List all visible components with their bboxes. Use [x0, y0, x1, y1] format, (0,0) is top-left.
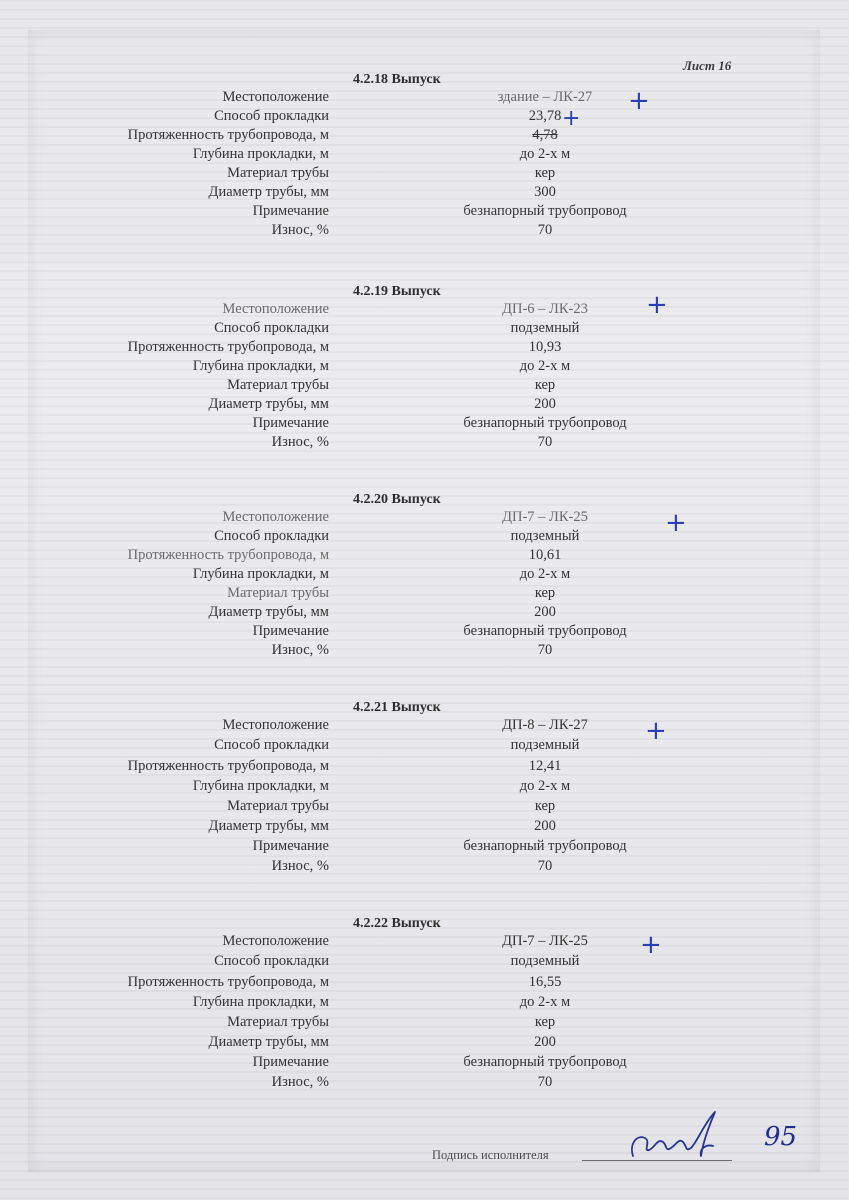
field-value: 70	[537, 222, 553, 238]
field-label: Глубина прокладки, м	[192, 566, 329, 582]
section-title: 4.2.21 Выпуск	[353, 700, 441, 715]
field-value: до 2-х м	[519, 358, 571, 374]
field-value: 70	[537, 642, 553, 658]
row-note	[0, 838, 849, 858]
row-location	[0, 301, 849, 321]
field-value: ДП-8 – ЛК-27	[502, 717, 588, 733]
row-location	[0, 89, 849, 109]
field-value: безнапорный трубопровод	[463, 415, 627, 431]
field-label: Примечание	[252, 838, 329, 854]
row-depth	[0, 778, 849, 798]
row-wear	[0, 642, 849, 662]
field-value: 12,41	[528, 758, 562, 774]
field-label: Материал трубы	[227, 1014, 329, 1030]
field-label: Диаметр трубы, мм	[208, 1034, 329, 1050]
field-value: безнапорный трубопровод	[463, 1054, 627, 1070]
section-title: 4.2.19 Выпуск	[353, 284, 441, 299]
field-label: Примечание	[252, 623, 329, 639]
row-diameter	[0, 184, 849, 204]
handwritten-check-mark: +	[645, 716, 667, 746]
field-value: 70	[537, 1074, 553, 1090]
field-label: Способ прокладки	[214, 953, 329, 969]
row-note	[0, 203, 849, 223]
page-number: 95	[764, 1122, 798, 1152]
handwritten-signature	[625, 1108, 735, 1168]
handwritten-check-mark-small: +	[562, 106, 581, 131]
field-value: безнапорный трубопровод	[463, 203, 627, 219]
field-label: Износ, %	[271, 434, 329, 450]
field-label: Местоположение	[222, 301, 329, 317]
field-label: Глубина прокладки, м	[192, 778, 329, 794]
field-value: 4,78	[532, 127, 558, 143]
field-value: 200	[534, 396, 556, 412]
row-wear	[0, 222, 849, 242]
row-diameter	[0, 1034, 849, 1054]
field-label: Износ, %	[271, 858, 329, 874]
field-value: 16,55	[528, 974, 562, 990]
field-label: Глубина прокладки, м	[192, 146, 329, 162]
row-wear	[0, 1074, 849, 1094]
row-wear	[0, 858, 849, 878]
field-label: Материал трубы	[227, 585, 329, 601]
field-value: ДП-6 – ЛК-23	[502, 301, 588, 317]
field-label: Местоположение	[222, 509, 329, 525]
field-value: подземный	[510, 320, 580, 336]
row-length	[0, 127, 849, 147]
field-value: 300	[534, 184, 556, 200]
field-label: Способ прокладки	[214, 528, 329, 544]
field-value: до 2-х м	[519, 994, 571, 1010]
field-value: 200	[534, 604, 556, 620]
row-depth	[0, 358, 849, 378]
field-value: подземный	[510, 737, 580, 753]
row-location	[0, 509, 849, 529]
field-label: Износ, %	[271, 642, 329, 658]
field-label: Способ прокладки	[214, 320, 329, 336]
row-location	[0, 717, 849, 737]
field-value: 200	[534, 1034, 556, 1050]
row-laying-method	[0, 320, 849, 340]
row-length	[0, 974, 849, 994]
field-label: Местоположение	[222, 717, 329, 733]
row-material	[0, 377, 849, 397]
row-location	[0, 933, 849, 953]
field-label: Протяженность трубопровода, м	[127, 127, 329, 143]
row-laying-method	[0, 106, 849, 131]
field-label: Местоположение	[222, 89, 329, 105]
field-label: Местоположение	[222, 933, 329, 949]
field-label: Износ, %	[271, 222, 329, 238]
field-label: Протяженность трубопровода, м	[127, 974, 329, 990]
field-value: кер	[534, 165, 556, 181]
row-material	[0, 165, 849, 185]
row-material	[0, 798, 849, 818]
field-label: Протяженность трубопровода, м	[127, 547, 329, 563]
row-laying-method	[0, 737, 849, 757]
signature-caption: Подпись исполнителя	[432, 1148, 549, 1162]
row-diameter	[0, 604, 849, 624]
field-value: 10,93	[528, 339, 562, 355]
row-length	[0, 758, 849, 778]
field-value: подземный	[510, 953, 580, 969]
field-value: кер	[534, 1014, 556, 1030]
row-laying-method	[0, 528, 849, 548]
handwritten-check-mark: +	[665, 508, 687, 538]
field-value: 23,78	[528, 108, 562, 124]
field-value: 70	[537, 434, 553, 450]
field-value: 70	[537, 858, 553, 874]
field-value: 200	[534, 818, 556, 834]
field-value: кер	[534, 377, 556, 393]
field-value: кер	[534, 798, 556, 814]
field-value: подземный	[510, 528, 580, 544]
row-depth	[0, 566, 849, 586]
field-label: Способ прокладки	[214, 108, 329, 124]
field-label: Диаметр трубы, мм	[208, 396, 329, 412]
field-value: до 2-х м	[519, 778, 571, 794]
section-title: 4.2.18 Выпуск	[353, 72, 441, 87]
row-diameter	[0, 396, 849, 416]
field-label: Способ прокладки	[214, 737, 329, 753]
field-value: здание – ЛК-27	[497, 89, 593, 105]
handwritten-check-mark: +	[646, 290, 668, 320]
row-depth	[0, 146, 849, 166]
row-length	[0, 339, 849, 359]
row-note	[0, 623, 849, 643]
field-value: 10,61	[528, 547, 562, 563]
field-label: Глубина прокладки, м	[192, 358, 329, 374]
field-value: безнапорный трубопровод	[463, 838, 627, 854]
row-length	[0, 547, 849, 567]
field-value: до 2-х м	[519, 566, 571, 582]
row-note	[0, 1054, 849, 1074]
section-title: 4.2.22 Выпуск	[353, 916, 441, 931]
field-label: Диаметр трубы, мм	[208, 604, 329, 620]
field-label: Протяженность трубопровода, м	[127, 339, 329, 355]
handwritten-check-mark: +	[628, 86, 650, 116]
field-label: Материал трубы	[227, 798, 329, 814]
row-depth	[0, 994, 849, 1014]
handwritten-check-mark: +	[640, 930, 662, 960]
field-value: кер	[534, 585, 556, 601]
field-label: Примечание	[252, 415, 329, 431]
field-label: Износ, %	[271, 1074, 329, 1090]
field-label: Протяженность трубопровода, м	[127, 758, 329, 774]
field-label: Примечание	[252, 1054, 329, 1070]
field-value: до 2-х м	[519, 146, 571, 162]
field-label: Диаметр трубы, мм	[208, 818, 329, 834]
field-label: Материал трубы	[227, 377, 329, 393]
field-label: Глубина прокладки, м	[192, 994, 329, 1010]
row-material	[0, 585, 849, 605]
row-wear	[0, 434, 849, 454]
field-label: Примечание	[252, 203, 329, 219]
row-diameter	[0, 818, 849, 838]
field-value: ДП-7 – ЛК-25	[502, 933, 588, 949]
field-value: ДП-7 – ЛК-25	[502, 509, 588, 525]
field-label: Диаметр трубы, мм	[208, 184, 329, 200]
field-label: Материал трубы	[227, 165, 329, 181]
field-value: безнапорный трубопровод	[463, 623, 627, 639]
row-note	[0, 415, 849, 435]
sheet-label: Лист 16	[683, 58, 732, 73]
row-laying-method	[0, 953, 849, 973]
section-title: 4.2.20 Выпуск	[353, 492, 441, 507]
row-material	[0, 1014, 849, 1034]
